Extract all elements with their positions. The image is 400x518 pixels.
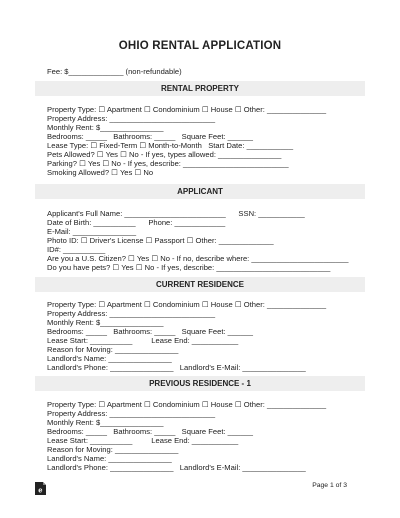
property-address-line: Property Address: _________________________ [47, 114, 216, 123]
previous-lease-line: Lease Start: __________ Lease End: ___________ [47, 436, 239, 445]
previous-bedrooms-line: Bedrooms: _____ Bathrooms: _____ Square Feet: ______ [47, 427, 254, 436]
current-monthly-rent-line: Monthly Rent: $_______________ [47, 318, 164, 327]
property-type-line: Property Type: ☐ Apartment ☐ Condominium ☐ House ☐ Other: ______________ [47, 105, 327, 114]
section-heading-applicant: APPLICANT [35, 184, 365, 199]
pets-line: Do you have pets? ☐ Yes ☐ No - If yes, describe: ___________________________ [47, 263, 331, 272]
current-landlord-name-line: Landlord's Name: _______________ [47, 354, 172, 363]
current-lease-line: Lease Start: __________ Lease End: ___________ [47, 336, 239, 345]
photo-id-line: Photo ID: ☐ Driver's License ☐ Passport ☐ Other: _____________ [47, 236, 274, 245]
fee-line: Fee: $_____________ (non-refundable) [47, 67, 182, 76]
citizen-line: Are you a U.S. Citizen? ☐ Yes ☐ No - If no, describe where: _______________________ [47, 254, 349, 263]
previous-property-address-line: Property Address: _________________________ [47, 409, 216, 418]
date-of-birth-line: Date of Birth: __________ Phone: ____________ [47, 218, 226, 227]
id-number-line: ID#: __________ [47, 245, 106, 254]
previous-monthly-rent-line: Monthly Rent: $_______________ [47, 418, 164, 427]
applicant-name-line: Applicant's Full Name: ________________________ SSN: ___________ [47, 209, 305, 218]
section-heading-previous-residence: PREVIOUS RESIDENCE - 1 [35, 376, 365, 391]
svg-text:e: e [38, 485, 43, 495]
current-property-address-line: Property Address: _________________________ [47, 309, 216, 318]
pets-allowed-line: Pets Allowed? ☐ Yes ☐ No - If yes, types allowed: _______________ [47, 150, 282, 159]
section-heading-current-residence: CURRENT RESIDENCE [35, 277, 365, 292]
bedrooms-line: Bedrooms: _____ Bathrooms: _____ Square Feet: ______ [47, 132, 254, 141]
current-property-type-line: Property Type: ☐ Apartment ☐ Condominium ☐ House ☐ Other: ______________ [47, 300, 327, 309]
email-line: E-Mail: _______________ [47, 227, 137, 236]
previous-property-type-line: Property Type: ☐ Apartment ☐ Condominium ☐ House ☐ Other: ______________ [47, 400, 327, 409]
page-number: Page 1 of 3 [312, 482, 347, 489]
current-reason-line: Reason for Moving: _______________ [47, 345, 179, 354]
current-landlord-phone-line: Landlord's Phone: _______________ Landlord's E-Mail: _______________ [47, 363, 306, 372]
previous-landlord-name-line: Landlord's Name: _______________ [47, 454, 172, 463]
section-heading-rental-property: RENTAL PROPERTY [35, 81, 365, 96]
previous-landlord-phone-line: Landlord's Phone: _______________ Landlord's E-Mail: _______________ [47, 463, 306, 472]
previous-reason-line: Reason for Moving: _______________ [47, 445, 179, 454]
lease-type-line: Lease Type: ☐ Fixed-Term ☐ Month-to-Month Start Date: ___________ [47, 141, 294, 150]
parking-line: Parking? ☐ Yes ☐ No - If yes, describe: _________________________ [47, 159, 289, 168]
smoking-line: Smoking Allowed? ☐ Yes ☐ No [47, 168, 154, 177]
page-title: OHIO RENTAL APPLICATION [118, 40, 282, 52]
current-bedrooms-line: Bedrooms: _____ Bathrooms: _____ Square Feet: ______ [47, 327, 254, 336]
monthly-rent-line: Monthly Rent: $_______________ [47, 123, 164, 132]
document-logo-icon [34, 481, 47, 496]
